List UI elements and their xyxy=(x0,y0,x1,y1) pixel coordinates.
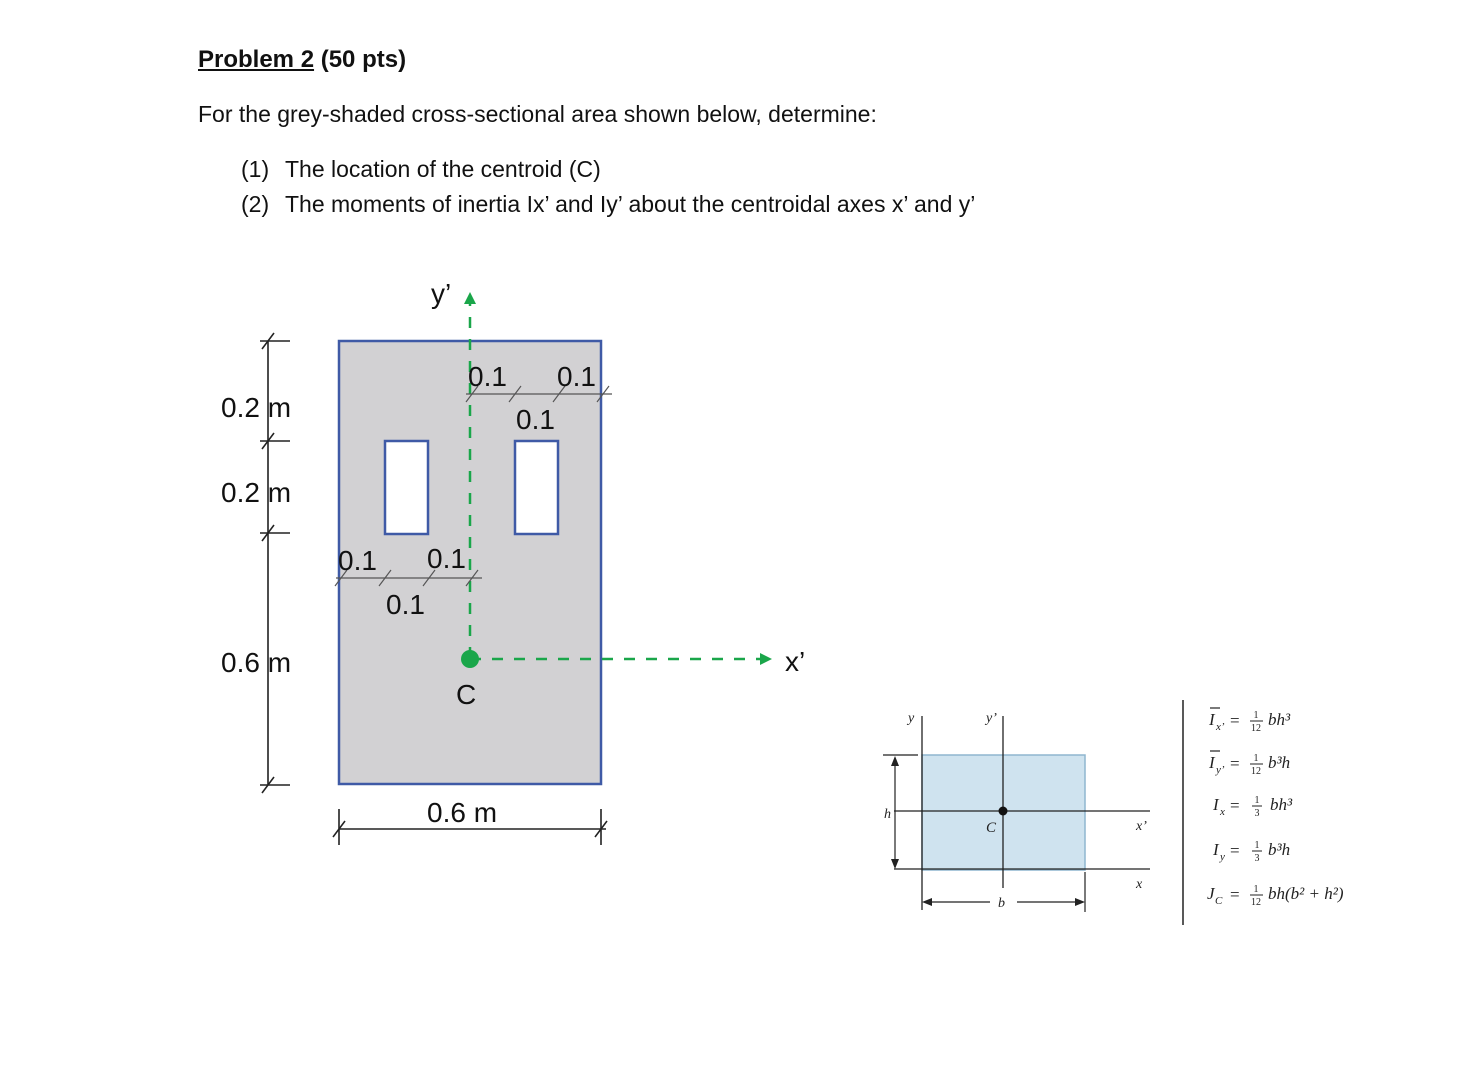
left-hole xyxy=(385,441,428,534)
svg-text:I: I xyxy=(1213,795,1219,814)
ref-b-label: b xyxy=(998,896,1005,911)
ref-h-label: h xyxy=(884,807,891,822)
svg-text:1: 1 xyxy=(1253,710,1259,721)
formula-ix xyxy=(1212,795,1293,819)
dim-left-hole-margin: 0.1 xyxy=(338,545,377,576)
y-prime-label: y’ xyxy=(431,278,452,309)
svg-text:x: x xyxy=(1220,806,1225,818)
svg-text:=: = xyxy=(1230,711,1240,730)
right-hole xyxy=(515,441,558,534)
svg-text:1: 1 xyxy=(1253,753,1259,764)
svg-text:b³h: b³h xyxy=(1268,753,1291,772)
svg-text:12: 12 xyxy=(1251,897,1261,908)
svg-text:I: I xyxy=(1209,710,1215,729)
formula-list xyxy=(1207,708,1344,908)
svg-text:=: = xyxy=(1230,796,1240,815)
ref-x-prime-label: x’ xyxy=(1136,819,1147,834)
svg-text:3: 3 xyxy=(1254,808,1260,819)
centroid-point xyxy=(461,650,479,668)
svg-text:I: I xyxy=(1209,753,1215,772)
reference-diagram xyxy=(883,716,1150,912)
dim-left-hole-offset: 0.1 xyxy=(427,543,466,574)
svg-text:=: = xyxy=(1230,841,1240,860)
svg-text:y: y xyxy=(1220,851,1225,863)
svg-text:1: 1 xyxy=(1254,795,1260,806)
task-text: The moments of inertia Ix’ and Iy’ about the centroidal axes x’ and y’ xyxy=(285,191,976,217)
problem-points: (50 pts) xyxy=(320,46,407,73)
svg-text:bh³: bh³ xyxy=(1270,795,1293,814)
svg-text:x’: x’ xyxy=(1216,721,1225,733)
formula-iy xyxy=(1212,840,1290,864)
dim-hole-height: 0.2 m xyxy=(221,477,292,508)
ref-x-label: x xyxy=(1136,877,1143,892)
svg-text:I: I xyxy=(1213,840,1219,859)
dim-right-hole-width: 0.1 xyxy=(516,404,555,435)
dim-right-hole-margin: 0.1 xyxy=(557,361,596,392)
ref-y-label: y xyxy=(908,711,915,726)
svg-text:bh(b² + h²): bh(b² + h²) xyxy=(1268,884,1344,903)
formula-iy-prime xyxy=(1208,751,1290,777)
svg-text:1: 1 xyxy=(1253,884,1259,895)
dim-right-hole-offset: 0.1 xyxy=(468,361,507,392)
svg-text:3: 3 xyxy=(1254,853,1260,864)
svg-text:bh³: bh³ xyxy=(1268,710,1291,729)
problem-number: Problem 2 xyxy=(198,46,315,73)
reference-centroid xyxy=(999,807,1008,816)
ref-y-prime-label: y’ xyxy=(986,711,997,726)
formula-ix-prime xyxy=(1208,708,1291,734)
task-number: (1) xyxy=(241,156,270,182)
problem-intro: For the grey-shaded cross-sectional area shown below, determine: xyxy=(198,101,877,127)
svg-text:J: J xyxy=(1207,884,1215,903)
svg-text:=: = xyxy=(1230,885,1240,904)
task-number: (2) xyxy=(241,191,270,217)
svg-text:y’: y’ xyxy=(1216,764,1225,776)
svg-text:b³h: b³h xyxy=(1268,840,1291,859)
centroid-label: C xyxy=(456,679,477,710)
svg-text:1: 1 xyxy=(1254,840,1260,851)
task-text: The location of the centroid (C) xyxy=(285,156,601,182)
dim-width: 0.6 m xyxy=(427,797,498,828)
formula-jc xyxy=(1207,884,1344,908)
dim-bottom-height: 0.6 m xyxy=(221,647,292,678)
ref-c-label: C xyxy=(986,820,997,836)
dim-left-hole-width: 0.1 xyxy=(386,589,425,620)
x-prime-label: x’ xyxy=(785,646,806,677)
svg-text:12: 12 xyxy=(1251,766,1261,777)
dim-top-height: 0.2 m xyxy=(221,392,292,423)
svg-text:12: 12 xyxy=(1251,723,1261,734)
svg-text:C: C xyxy=(1215,895,1223,907)
svg-text:=: = xyxy=(1230,754,1240,773)
